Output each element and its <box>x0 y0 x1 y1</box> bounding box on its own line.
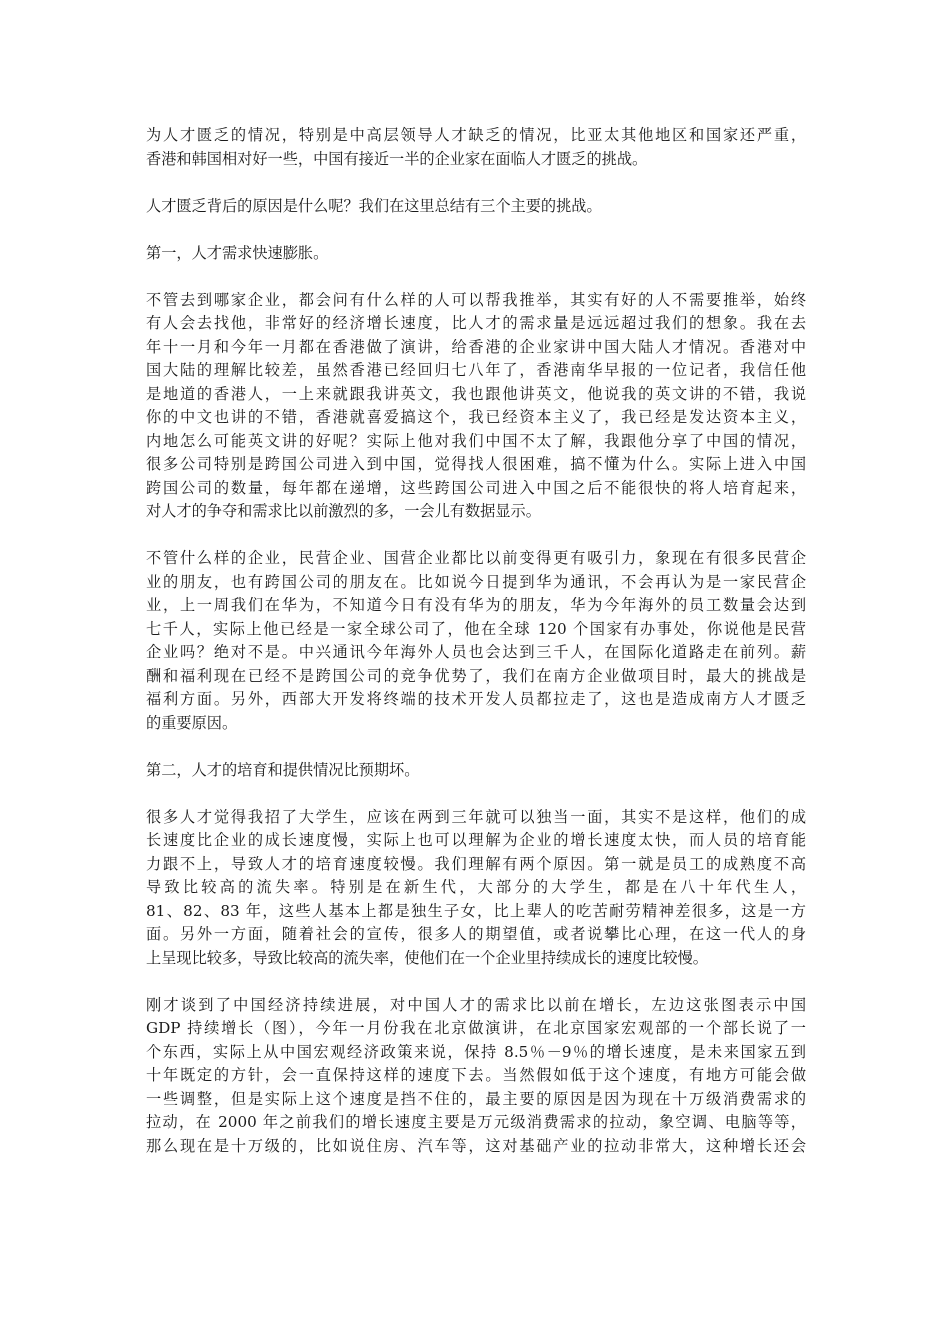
text-line: 你的中文也讲的不错，香港就喜爱搞这个，我已经资本主义了，我已经是发达资本主义， <box>146 408 806 426</box>
text-line: 十年既定的方针，会一直保持这样的速度下去。当然假如低于这个速度，有地方可能会做 <box>146 1066 806 1084</box>
text-line: 一些调整，但是实际上这个速度是挡不住的，最主要的原因是因为现在十万级消费需求的 <box>146 1089 806 1108</box>
text-line: 有人会去找他，非常好的经济增长速度，比人才的需求量是远远超过我们的想象。我在去 <box>146 314 806 332</box>
text-line: 年十一月和今年一月都在香港做了演讲，给香港的企业家讲中国大陆人才情况。香港对中 <box>146 337 806 356</box>
paragraph <box>146 547 806 735</box>
text-line: 那么现在是十万级的，比如说住房、汽车等，这对基础产业的拉动非常大，这种增长还会 <box>146 1136 806 1155</box>
text-line: 业的朋友，也有跨国公司的朋友在。比如说今日提到华为通讯，不会再认为是一家民营企 <box>146 572 806 591</box>
text-line: 上呈现比较多，导致比较高的流失率，使他们在一个企业里持续成长的速度比较慢。 <box>146 948 708 967</box>
text-line: 跨国公司的数量，每年都在递增，这些跨国公司进入中国之后不能很快的将人培育起来， <box>146 478 806 497</box>
text-line: 81、82、83 年，这些人基本上都是独生子女，比上辈人的吃苦耐劳精神差很多，这是一方 <box>146 901 806 920</box>
text-line: 对人才的争夺和需求比以前激烈的多，一会儿有数据显示。 <box>146 502 541 520</box>
text-line: 很多人才觉得我招了大学生，应该在两到三年就可以独当一面，其实不是这样，他们的成 <box>146 807 806 826</box>
text-line: 酬和福利现在已经不是跨国公司的竞争优势了，我们在南方企业做项目时，最大的挑战是 <box>146 666 806 685</box>
text-line: 人才匮乏背后的原因是什么呢？我们在这里总结有三个主要的挑战。 <box>146 196 602 215</box>
text-line: 第一，人才需求快速膨胀。 <box>146 243 329 262</box>
text-line: 七千人，实际上他已经是一家全球公司了，他在全球 120 个国家有办事处，你说他是民营 <box>146 619 806 638</box>
text-line: 企业吗？绝对不是。中兴通讯今年海外人员也会达到三千人，在国际化道路走在前列。薪 <box>146 643 806 661</box>
text-line: 个东西，实际上从中国宏观经济政策来说，保持 8.5％－9％的增长速度，是未来国家五到 <box>146 1042 806 1061</box>
text-line: 是地道的香港人，一上来就跟我讲英文，我也跟他讲英文，他说我的英文讲的不错，我说 <box>146 384 806 403</box>
text-line: 导致比较高的流失率。特别是在新生代，大部分的大学生，都是在八十年代生人， <box>146 878 806 896</box>
text-line: 不管去到哪家企业，都会问有什么样的人可以帮我推举，其实有好的人不需要推举，始终 <box>146 290 806 309</box>
text-line: GDP 持续增长（图），今年一月份我在北京做演讲，在北京国家宏观部的一个部长说了一 <box>146 1019 806 1037</box>
paragraph <box>146 806 806 971</box>
text-line: 业，上一周我们在华为，不知道今日有没有华为的朋友，华为今年海外的员工数量会达到 <box>146 596 806 614</box>
text-line: 长速度比企业的成长速度慢，实际上也可以理解为企业的增长速度太快，而人员的培育能 <box>146 831 806 849</box>
paragraph <box>146 242 806 266</box>
paragraph <box>146 994 806 1159</box>
document-body <box>146 124 806 1182</box>
text-line: 福利方面。另外，西部大开发将终端的技术开发人员都拉走了，这也是造成南方人才匮乏 <box>146 690 806 708</box>
text-line: 不管什么样的企业，民营企业、国营企业都比以前变得更有吸引力，象现在有很多民营企 <box>146 549 806 567</box>
text-line: 拉动，在 2000 年之前我们的增长速度主要是万元级消费需求的拉动，象空调、电脑等等， <box>146 1113 806 1131</box>
text-line: 国大陆的理解比较差，虽然香港已经回归七八年了，香港南华早报的一位记者，我信任他 <box>146 361 806 379</box>
text-line: 面。另外一方面，随着社会的宣传，很多人的期望值，或者说攀比心理，在这一代人的身 <box>146 925 806 943</box>
text-line: 力跟不上，导致人才的培育速度较慢。我们理解有两个原因。第一就是员工的成熟度不高 <box>146 854 806 873</box>
text-line: 香港和韩国相对好一些，中国有接近一半的企业家在面临人才匮乏的挑战。 <box>146 149 648 168</box>
text-line: 第二，人才的培育和提供情况比预期坏。 <box>146 760 420 779</box>
text-line: 内地怎么可能英文讲的好呢？实际上他对我们中国不太了解，我跟他分享了中国的情况， <box>146 431 806 450</box>
paragraph <box>146 289 806 524</box>
paragraph <box>146 124 806 171</box>
text-line: 为人才匮乏的情况，特别是中高层领导人才缺乏的情况，比亚太其他地区和国家还严重， <box>146 126 806 144</box>
text-line: 刚才谈到了中国经济持续进展，对中国人才的需求比以前在增长，左边这张图表示中国 <box>146 995 806 1014</box>
text-line: 的重要原因。 <box>146 713 238 732</box>
paragraph <box>146 195 806 219</box>
text-line: 很多公司特别是跨国公司进入到中国，觉得找人很困难，搞不懂为什么。实际上进入中国 <box>146 455 806 473</box>
paragraph <box>146 759 806 783</box>
